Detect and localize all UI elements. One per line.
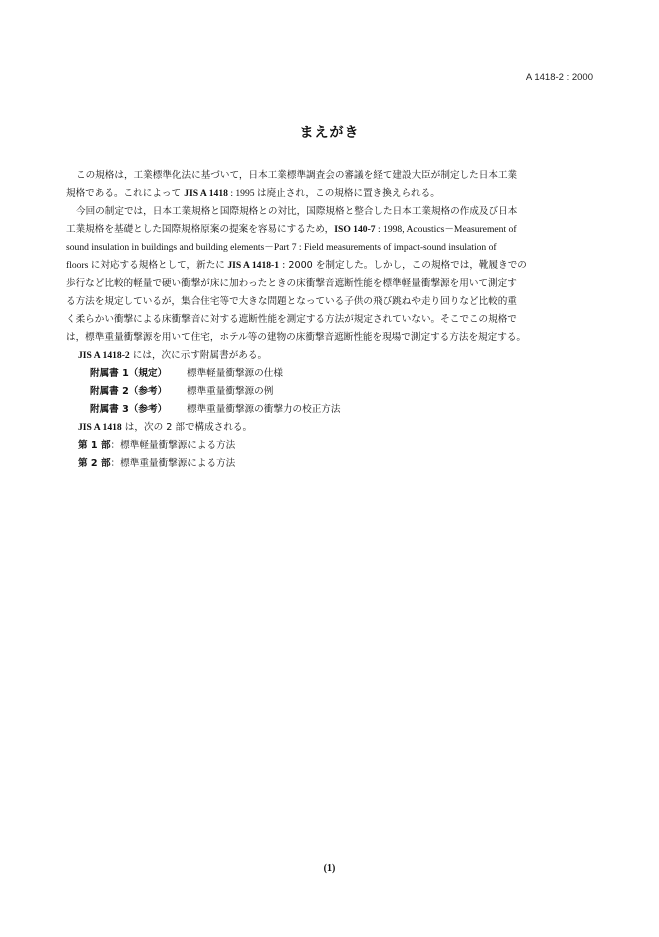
part-label: 第 2 部	[78, 458, 111, 469]
standard-ref: ISO 140-7	[334, 224, 376, 235]
annex-label: 附属書 2（参考）	[90, 386, 168, 397]
text: 工業規格を基礎とした国際規格原案の提案を容易にするため，	[66, 224, 335, 235]
part-title: ：標準軽量衝撃源による方法	[110, 440, 236, 451]
part-item	[78, 458, 235, 470]
parts-intro	[78, 422, 252, 434]
text: 規格である。これによって	[66, 188, 185, 199]
para2-line8: は，標準重量衝撃源を用いて住宅，ホテル等の建物の床衝撃音遮断性能を現場で測定する方法を規定する。	[66, 332, 527, 343]
para2-line6: る方法を規定しているが，集合住宅等で大きな問題となっている子供の飛び跳ねや走り回りなど比較的重	[66, 296, 517, 307]
annex-item	[90, 368, 283, 380]
annex-label: 附属書 1（規定）	[90, 368, 168, 379]
standard-ref: JIS A 1418-2	[78, 350, 130, 361]
text: : 1998, Acoustics－Measurement of	[375, 224, 517, 235]
standard-ref: JIS A 1418	[184, 188, 228, 199]
para2-line3: sound insulation in buildings and building elements－Part 7 : Field measurements of impact-sound insulation of	[66, 242, 497, 253]
page-title: まえがき	[299, 125, 360, 141]
annex-intro	[78, 350, 267, 362]
para2-line4	[66, 260, 527, 272]
part-item	[78, 440, 235, 452]
standard-ref: JIS A 1418-1	[227, 260, 280, 271]
text: : 1995 は廃止され，この規格に置き換えられる。	[227, 188, 440, 199]
annex-item	[90, 404, 341, 416]
para2-line2	[66, 224, 517, 236]
para2-line5: 歩行など比較的軽量で硬い衝撃が床に加わったときの床衝撃音遮断性能を標準軽量衝撃源を用いて測定す	[66, 278, 517, 289]
part-label: 第 1 部	[78, 440, 111, 451]
text: floors に対応する規格として，新たに	[66, 260, 228, 271]
annex-item	[90, 386, 273, 398]
annex-title: 標準重量衝撃源の例	[187, 386, 274, 397]
standard-ref: JIS A 1418	[78, 422, 122, 433]
annex-title: 標準重量衝撃源の衝撃力の校正方法	[187, 404, 341, 415]
annex-label: 附属書 3（参考）	[90, 404, 168, 415]
page-number: (1)	[323, 863, 336, 874]
document-number: A 1418-2 : 2000	[525, 72, 593, 83]
part-title: ：標準重量衝撃源による方法	[110, 458, 236, 469]
para2-line1: 今回の制定では，日本工業規格と国際規格との対比，国際規格と整合した日本工業規格の作成及び日本	[76, 206, 518, 217]
annex-title: 標準軽量衝撃源の仕様	[187, 368, 283, 379]
para1-line1: この規格は，工業標準化法に基づいて，日本工業標準調査会の審議を経て建設大臣が制定した日本工業	[76, 170, 518, 181]
text: は，次の 2 部で構成される。	[121, 422, 253, 433]
para2-line7: く柔らかい衝撃による床衝撃音に対する遮断性能を測定する方法が規定されていない。そこでこの規格で	[66, 314, 517, 325]
text: には，次に示す附属書がある。	[129, 350, 268, 361]
text: : 2000 を制定した。しかし，この規格では，靴履きでの	[279, 260, 527, 271]
para1-line2	[66, 188, 440, 200]
